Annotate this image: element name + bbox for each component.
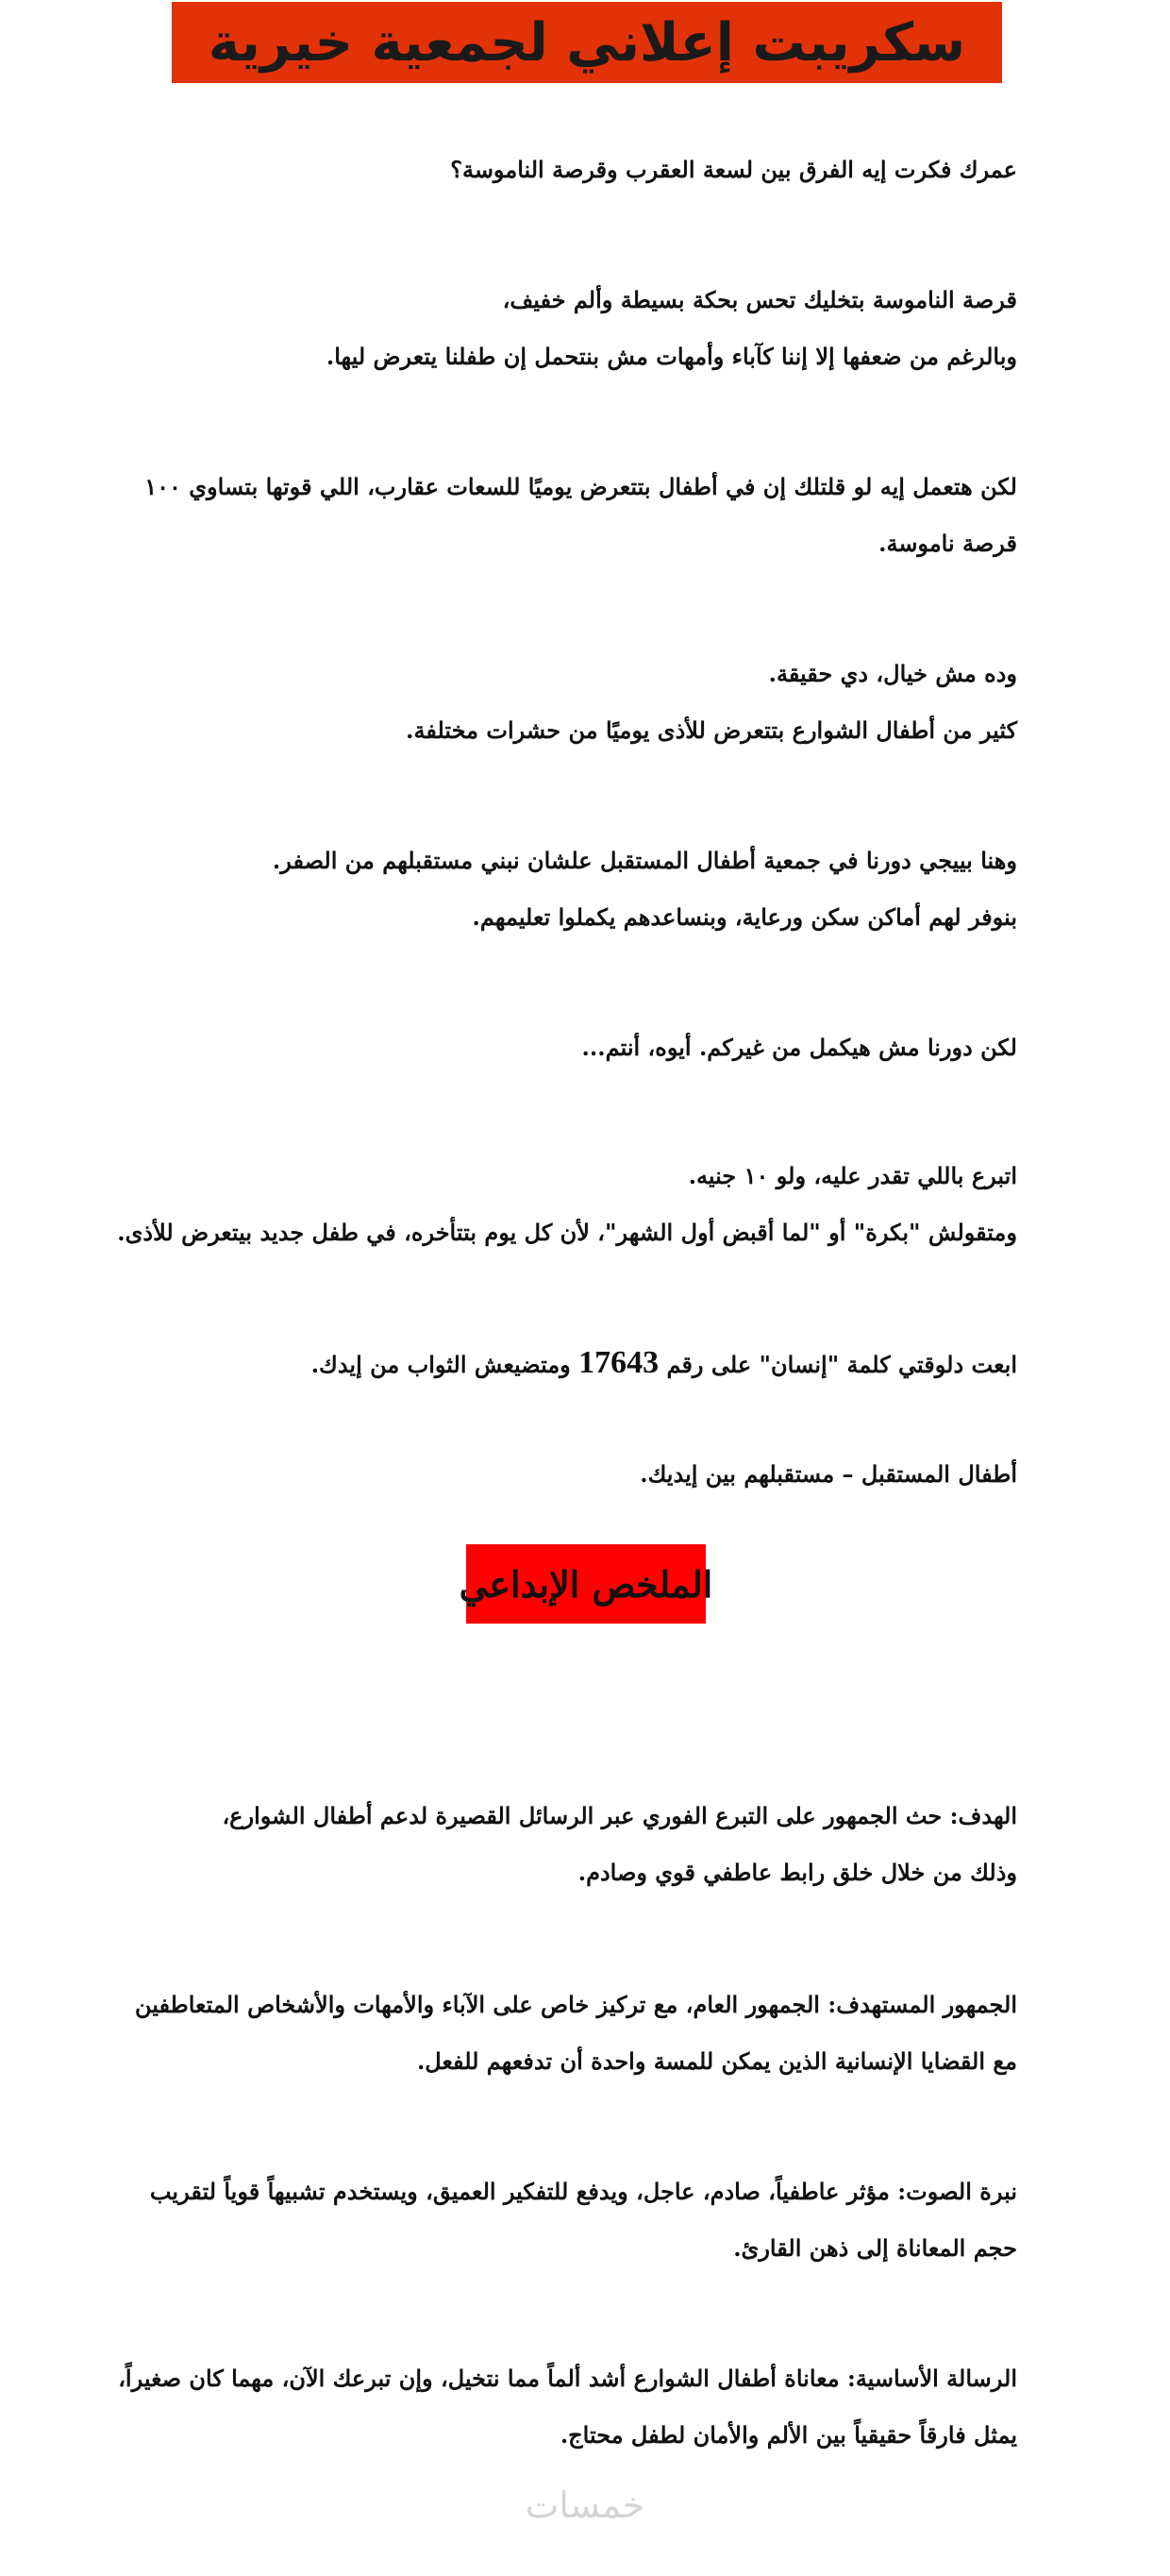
summary-line: حجم المعاناة إلى ذهن القارئ. [733,2234,1017,2262]
script-line: ومتقولش "بكرة" أو "لما أقبض أول الشهر"، لأن كل يوم بتتأخره، في طفل جديد بيتعرض للأذى. [117,1219,1017,1246]
script-line: كثير من أطفال الشوارع بتتعرض للأذى يوميًا من حشرات مختلفة. [406,716,1017,744]
watermark-logo: خمسات [525,2484,645,2526]
summary-line: يمثل فارقاً حقيقياً بين الألم والأمان لطفل محتاج. [560,2421,1017,2449]
page-title: سكريبت إعلاني لجمعية خيرية [208,11,966,74]
summary-line: الهدف: حث الجمهور على التبرع الفوري عبر الرسائل القصيرة لدعم أطفال الشوارع، [222,1802,1017,1829]
script-line: قرصة ناموسة. [878,530,1017,557]
script-line: أطفال المستقبل – مستقبلهم بين إيديك. [640,1460,1017,1488]
sms-number: 17643 [578,1345,660,1380]
summary-badge [459,1544,713,1624]
summary-line: وذلك من خلال خلق رابط عاطفي قوي وصادم. [577,1859,1017,1886]
script-line: قرصة الناموسة بتخليك تحس بحكة بسيطة وألم خفيف، [502,286,1017,313]
sms-line [74,1344,1017,1384]
script-line: لكن هتعمل إيه لو قلتلك إن في أطفال بتتعرض يوميًا للسعات عقارب، اللي قوتها بتساوي ١٠٠ [144,473,1017,500]
summary-line: الجمهور المستهدف: الجمهور العام، مع تركيز خاص على الآباء والأمهات والأشخاص المتعاطفين [134,1991,1017,2018]
summary-line: نبرة الصوت: مؤثر عاطفياً، صادم، عاجل، ويدفع للتفكير العميق، ويستخدم تشبيهاً قوياً لتقريب [149,2178,1017,2205]
script-line: عمرك فكرت إيه الفرق بين لسعة العقرب وقرصة الناموسة؟ [450,156,1017,183]
script-line: اتبرع باللي تقدر عليه، ولو ١٠ جنيه. [688,1162,1017,1189]
summary-line: مع القضايا الإنسانية الذين يمكن للمسة واحدة أن تدفعهم للفعل. [416,2047,1017,2075]
summary-line: الرسالة الأساسية: معاناة أطفال الشوارع أشد ألماً مما نتخيل، وإن تبرعك الآن، مهما كان صغيراً، [118,2365,1017,2392]
sms-text-after: ومتضيعش الثواب من إيدك. [310,1351,571,1378]
sms-text-before: ابعت دلوقتي كلمة "إنسان" على رقم [666,1351,1017,1378]
title-banner [172,2,1002,83]
script-line: بنوفر لهم أماكن سكن ورعاية، وبنساعدهم يكملوا تعليمهم. [472,903,1017,931]
script-line: وده مش خيال، دي حقيقة. [768,660,1017,687]
script-line: وبالرغم من ضعفها إلا إننا كآباء وأمهات مش بنتحمل إن طفلنا يتعرض ليها. [326,343,1017,370]
script-line: لكن دورنا مش هيكمل من غيركم. أيوه، أنتم... [581,1034,1017,1061]
script-line: وهنا بييجي دورنا في جمعية أطفال المستقبل علشان نبني مستقبلهم من الصفر. [272,847,1017,874]
summary-title: الملخص الإبداعي [459,1562,713,1606]
